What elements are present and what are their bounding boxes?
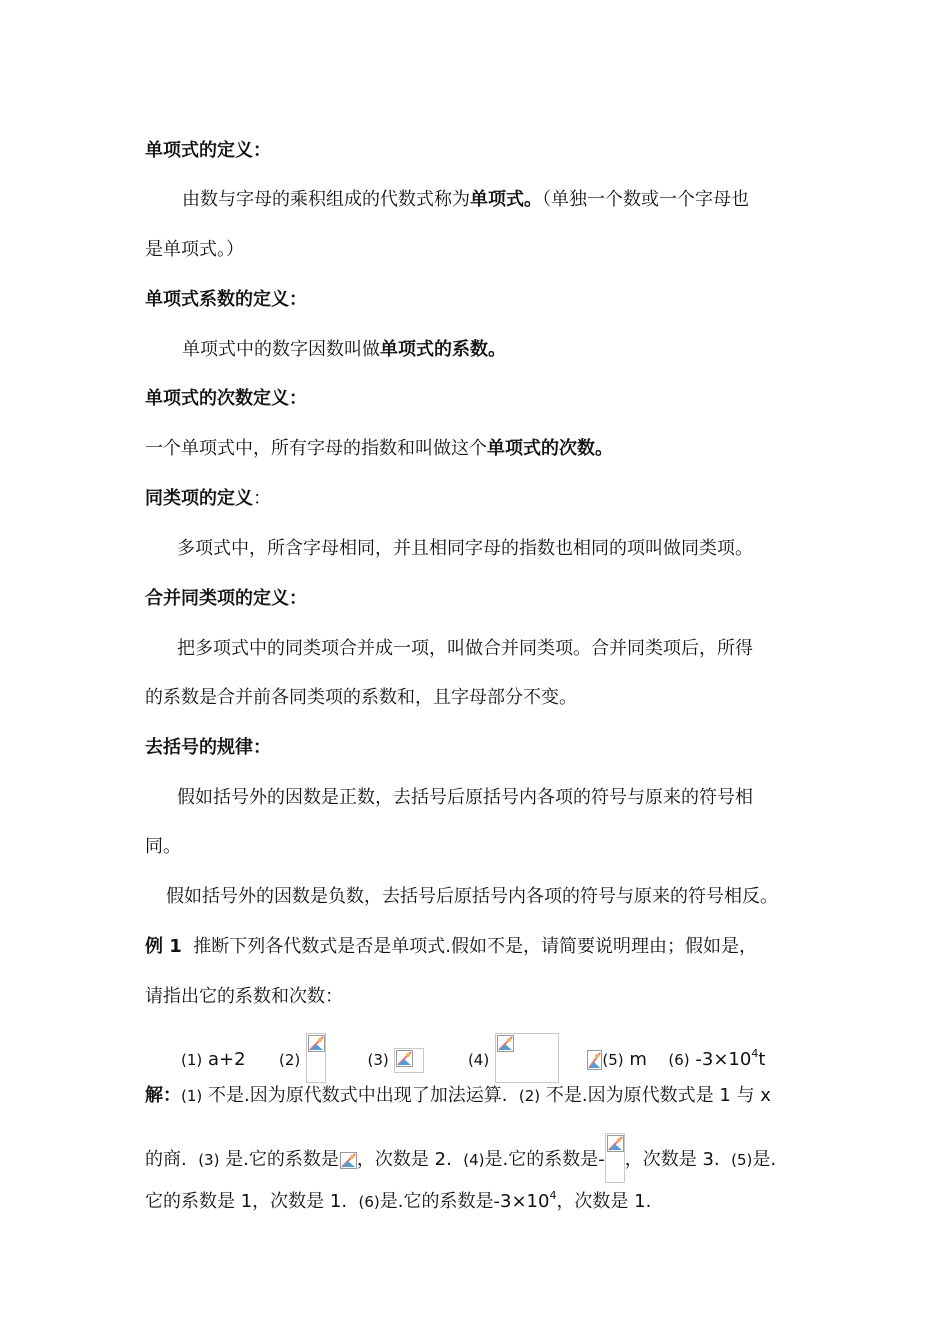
heading-text: 合并同类项的定义： — [145, 588, 307, 609]
item-number: (4) — [463, 1151, 485, 1169]
body-text: 的系数是合并前各同类项的系数和，且字母部分不变。 — [145, 687, 577, 708]
parentheses-rule-negative — [166, 884, 778, 910]
item-number: (5) — [731, 1151, 753, 1169]
bold-term: 单项式的次数。 — [487, 438, 613, 459]
degree-definition-heading — [145, 386, 307, 412]
item-number: (2) — [279, 1051, 301, 1069]
body-text: 是. — [752, 1149, 777, 1170]
body-text: ，次数是 2. — [356, 1149, 452, 1170]
body-text: ，次数是 1. — [556, 1191, 652, 1212]
example-1-items — [181, 1033, 765, 1083]
body-text: 由数与字母的乘积组成的代数式称为 — [182, 189, 470, 210]
bold-term: 单项式。 — [470, 189, 542, 210]
heading-text: 单项式系数的定义： — [145, 289, 307, 310]
body-text: 是.它的系数是-3×10 — [379, 1191, 550, 1212]
item-number: (6) — [358, 1193, 380, 1211]
body-text: 是.它的系数是 — [225, 1149, 339, 1170]
body-text: 同。 — [145, 836, 181, 857]
example-label: 例 1 — [145, 936, 182, 957]
solution-label: 解： — [145, 1085, 181, 1106]
body-text: 多项式中，所含字母相同，并且相同字母的指数也相同的项叫做同类项。 — [177, 538, 753, 559]
example-1-prompt-cont — [145, 984, 343, 1010]
formula-image-icon — [586, 1049, 602, 1071]
heading-text: 去括号的规律： — [145, 737, 271, 758]
heading-text: 单项式的定义： — [145, 140, 271, 161]
expression-text: m — [629, 1049, 647, 1070]
body-text: 单项式中的数字因数叫做 — [182, 339, 380, 360]
solution-line-3 — [145, 1183, 651, 1215]
item-number: (3) — [198, 1151, 220, 1169]
like-terms-definition-body — [177, 536, 753, 562]
item-number: (1) — [181, 1051, 203, 1069]
monomial-definition-body — [182, 187, 749, 213]
body-text: 推断下列各代数式是否是单项式.假如不是，请简要说明理由；假如是， — [193, 936, 757, 957]
monomial-definition-heading — [145, 138, 271, 164]
item-number: (6) — [668, 1051, 690, 1069]
body-text: 的商. — [145, 1149, 187, 1170]
expression-text: a+2 — [207, 1049, 246, 1070]
heading-colon: ： — [253, 488, 271, 509]
body-text: 请指出它的系数和次数： — [145, 986, 343, 1007]
body-text: 假如括号外的因数是负数，去括号后原括号内各项的符号与原来的符号相反。 — [166, 886, 778, 907]
heading-text: 同类项的定义 — [145, 488, 253, 509]
exponent: 4 — [751, 1047, 759, 1060]
bold-term: 单项式的系数。 — [380, 339, 506, 360]
combine-like-terms-body-cont — [145, 685, 577, 711]
item-number: (4) — [467, 1051, 490, 1069]
body-text: 一个单项式中，所有字母的指数和叫做这个 — [145, 438, 487, 459]
body-text: 把多项式中的同类项合并成一项，叫做合并同类项。合并同类项后，所得 — [177, 638, 753, 659]
item-number: (5) — [602, 1051, 624, 1069]
body-text: ，次数是 3. — [624, 1149, 720, 1170]
formula-image-icon — [495, 1033, 559, 1083]
item-number: (2) — [518, 1087, 541, 1105]
heading-text: 单项式的次数定义： — [145, 388, 307, 409]
body-text: 不是.因为原代数式是 1 与 x — [545, 1085, 771, 1106]
combine-like-terms-body — [177, 636, 753, 662]
like-terms-definition-heading — [145, 486, 271, 512]
body-text: 假如括号外的因数是正数，去括号后原括号内各项的符号与原来的符号相 — [177, 787, 753, 808]
body-text: 是.它的系数是- — [484, 1149, 605, 1170]
item-number: (3) — [367, 1051, 389, 1069]
formula-image-icon — [339, 1151, 357, 1169]
monomial-definition-body-cont — [145, 237, 244, 263]
body-text: （单独一个数或一个字母也 — [542, 189, 749, 210]
solution-line-2 — [145, 1133, 776, 1183]
body-text: 它的系数是 1，次数是 1. — [145, 1191, 348, 1212]
coefficient-definition-heading — [145, 287, 307, 313]
solution-line-1 — [145, 1083, 771, 1109]
parentheses-rule-positive-cont — [145, 834, 181, 860]
formula-image-icon — [394, 1048, 424, 1073]
body-text: 是单项式。） — [145, 239, 244, 260]
formula-image-icon — [306, 1033, 326, 1083]
degree-definition-body — [145, 436, 613, 462]
body-text: 不是.因为原代数式中出现了加法运算. — [207, 1085, 508, 1106]
exponent: 4 — [549, 1189, 557, 1202]
parentheses-rule-positive — [177, 785, 753, 811]
example-1-prompt — [145, 934, 757, 960]
combine-like-terms-heading — [145, 586, 307, 612]
expression-text: -3×10 — [695, 1049, 752, 1070]
item-number: (1) — [181, 1087, 203, 1105]
parentheses-rule-heading — [145, 735, 271, 761]
coefficient-definition-body — [182, 337, 506, 363]
expression-text: t — [758, 1049, 766, 1070]
formula-image-icon — [605, 1133, 625, 1183]
